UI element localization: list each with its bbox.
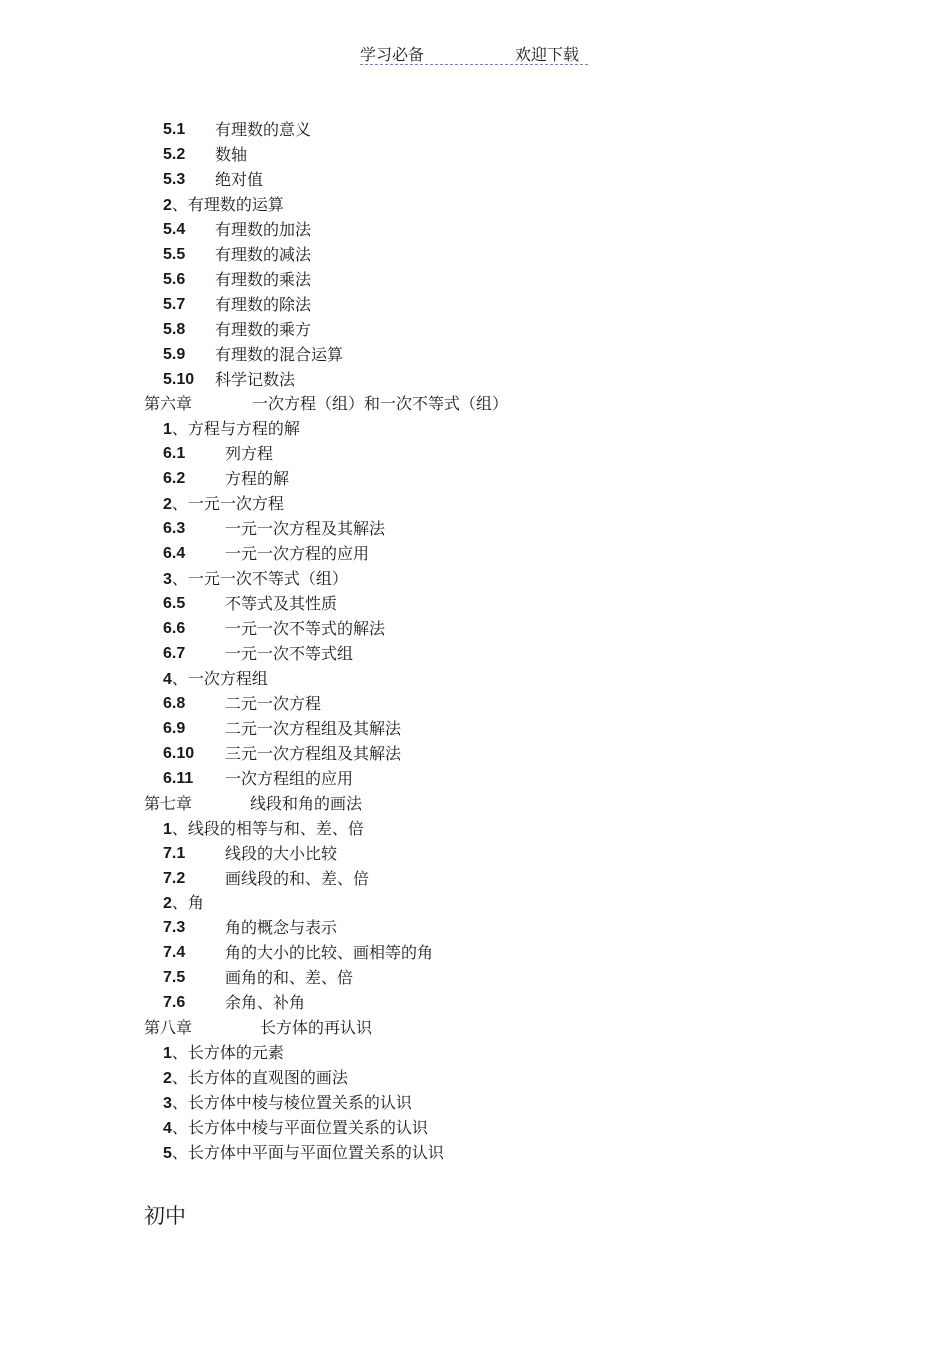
- section-title: 、角: [171, 893, 204, 913]
- chapter-number: 第八章: [144, 1018, 193, 1038]
- section-title: 、有理数的运算: [171, 194, 284, 214]
- subsection-title: 有理数的加法: [215, 219, 312, 239]
- chapter-number: 第七章: [144, 793, 193, 813]
- subsection-title: 有理数的除法: [215, 294, 312, 314]
- section-title: 、方程与方程的解: [171, 419, 300, 439]
- chapter-title: 线段和角的画法: [250, 793, 363, 813]
- section-heading: [163, 1041, 284, 1065]
- chapter-title: 长方体的再认识: [260, 1018, 373, 1038]
- section-heading: [163, 417, 300, 441]
- subsection-title: 一元一次方程及其解法: [225, 519, 386, 539]
- chapter-number: 第六章: [144, 394, 193, 414]
- subsection-title: 科学记数法: [215, 369, 296, 389]
- subsection-number: 6.11: [163, 769, 194, 787]
- subsection-title: 绝对值: [215, 169, 264, 189]
- section-title: 、一元一次方程: [171, 494, 284, 514]
- section-title: 、长方体中棱与平面位置关系的认识: [171, 1118, 428, 1137]
- section-heading: [163, 1116, 428, 1140]
- subsection-number: 6.1: [163, 445, 186, 463]
- section-heading: [163, 1141, 444, 1165]
- chapter-heading: [144, 792, 363, 816]
- section-number: 2: [163, 496, 172, 514]
- section-title: 、长方体的直观图的画法: [171, 1068, 348, 1088]
- subsection-number: 5.1: [163, 121, 186, 138]
- section-number: 4: [163, 670, 172, 688]
- subsection-number: 5.4: [163, 220, 186, 238]
- section-number: 2: [163, 196, 172, 214]
- subsection-title: 有理数的意义: [215, 120, 312, 139]
- subsection-title: 画角的和、差、倍: [225, 968, 354, 988]
- section-heading: [163, 667, 268, 691]
- subsection-number: 7.5: [163, 969, 186, 987]
- section-number: 3: [163, 571, 172, 589]
- section-title: 、长方体的元素: [171, 1043, 284, 1063]
- header-left-text: 学习必备: [360, 45, 425, 64]
- subsection-number: 7.3: [163, 919, 186, 937]
- section-number: 5: [163, 1144, 172, 1162]
- subsection-title: 一元一次方程的应用: [225, 544, 370, 564]
- subsection-number: 6.9: [163, 719, 186, 737]
- subsection-title: 线段的大小比较: [225, 843, 338, 863]
- page-header: [360, 42, 588, 65]
- subsection-number: 6.2: [163, 470, 186, 488]
- section-number: 2: [163, 1070, 172, 1088]
- subsection-title: 余角、补角: [225, 993, 306, 1013]
- section-heading: [163, 193, 284, 217]
- subsection-number: 6.10: [163, 744, 195, 762]
- section-number: 1: [163, 1045, 172, 1063]
- section-number: 1: [163, 820, 172, 838]
- section-number: 1: [163, 421, 172, 439]
- chapter-title: 一次方程（组）和一次不等式（组）: [252, 394, 509, 414]
- subsection-title: 画线段的和、差、倍: [225, 868, 370, 888]
- chapter-heading: [144, 1016, 373, 1040]
- subsection-number: 5.6: [163, 270, 186, 288]
- footer-text: 初中: [144, 1204, 186, 1228]
- section-heading: [163, 567, 348, 591]
- subsection-title: 三元一次方程组及其解法: [225, 743, 402, 763]
- subsection-number: 5.2: [163, 145, 186, 163]
- subsection-number: 7.4: [163, 944, 186, 962]
- subsection-number: 6.3: [163, 520, 186, 538]
- subsection-title: 二元一次方程: [225, 693, 322, 713]
- subsection-number: 6.8: [163, 694, 186, 712]
- subsection-number: 5.10: [163, 370, 195, 388]
- subsection-title: 数轴: [215, 144, 248, 164]
- header-right-text: 欢迎下载: [515, 45, 580, 64]
- subsection-number: 7.1: [163, 844, 186, 862]
- section-title: 、长方体中平面与平面位置关系的认识: [171, 1142, 444, 1162]
- subsection-number: 5.8: [163, 320, 186, 338]
- section-title: 、一元一次不等式（组）: [171, 569, 348, 589]
- subsection-number: 5.3: [163, 170, 186, 188]
- section-heading: [163, 817, 364, 841]
- section-heading: [163, 1091, 412, 1115]
- subsection-title: 角的概念与表示: [225, 918, 338, 938]
- subsection-title: 一元一次不等式组: [225, 643, 354, 663]
- subsection-number: 6.7: [163, 644, 186, 662]
- subsection-number: 6.5: [163, 595, 186, 612]
- section-number: 2: [163, 895, 172, 913]
- subsection-title: 有理数的混合运算: [215, 344, 344, 364]
- subsection-number: 6.4: [163, 545, 186, 563]
- subsection-title: 角的大小的比较、画相等的角: [225, 943, 434, 963]
- subsection-title: 有理数的乘法: [215, 269, 312, 289]
- section-title: 、一次方程组: [171, 668, 268, 688]
- subsection-number: 5.9: [163, 345, 186, 363]
- subsection-title: 有理数的乘方: [215, 319, 312, 339]
- subsection-title: 方程的解: [225, 469, 290, 489]
- subsection-number: 5.5: [163, 245, 186, 263]
- subsection-number: 6.6: [163, 620, 186, 637]
- subsection-title: 一次方程组的应用: [225, 768, 354, 788]
- subsection-title: 二元一次方程组及其解法: [225, 718, 402, 738]
- section-heading: [163, 492, 284, 516]
- subsection-number: 5.7: [163, 295, 186, 313]
- section-number: 3: [163, 1095, 172, 1112]
- subsection-number: 7.2: [163, 869, 186, 887]
- subsection-title: 列方程: [225, 444, 274, 464]
- section-title: 、线段的相等与和、差、倍: [171, 818, 364, 838]
- subsection-title: 有理数的减法: [215, 244, 312, 264]
- section-title: 、长方体中棱与棱位置关系的认识: [171, 1093, 412, 1112]
- subsection-title: 一元一次不等式的解法: [225, 619, 386, 638]
- chapter-heading: [144, 392, 509, 416]
- subsection-title: 不等式及其性质: [225, 594, 338, 613]
- subsection-number: 7.6: [163, 994, 186, 1012]
- section-number: 4: [163, 1120, 172, 1137]
- section-heading: [163, 891, 204, 915]
- section-heading: [163, 1066, 348, 1090]
